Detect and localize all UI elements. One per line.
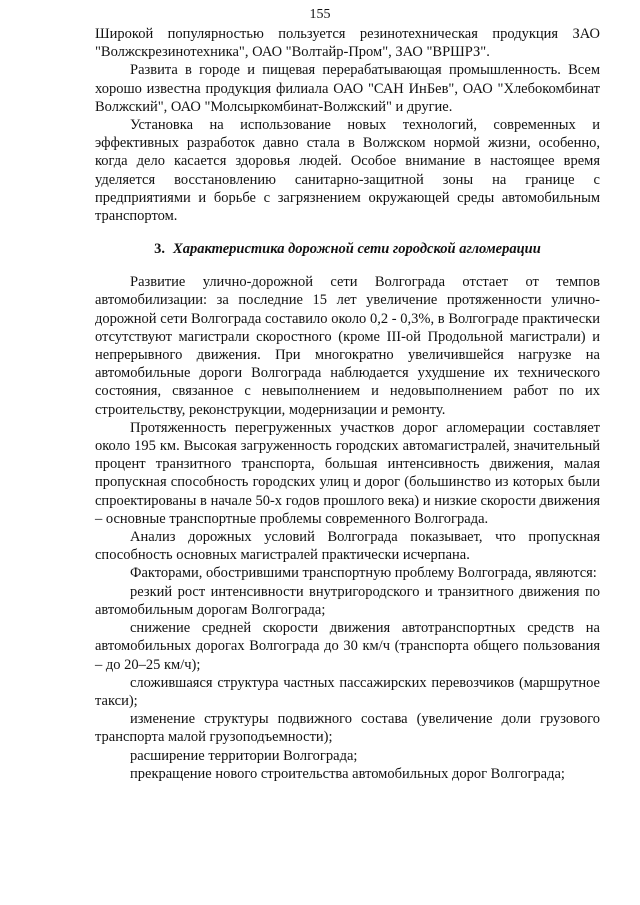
page-number: 155 xyxy=(309,7,331,22)
section-heading xyxy=(95,240,600,258)
list-item-factor: прекращение нового строительства автомобильных дорог Волгограда; xyxy=(130,765,565,782)
paragraph-factors-intro: Факторами, обострившими транспортную проблему Волгограда, являются: xyxy=(130,565,597,582)
paragraph-food-industry: Развита в городе и пищевая перерабатывающая промышленность. Всем хорошо известна продукция филиала ОАО "САН ИнБев", ОАО "Хлебокомбинат Волжский", ОАО "Молсыркомбинат-Волжский" и другие. xyxy=(95,62,600,115)
paragraph-congested-sections: Протяженность перегруженных участков дорог агломерации составляет около 195 км. Высокая загруженность городских автомагистралей, значительный процент транзитного транспорта, большая интенсивность движения, малая пропускная способность городских улиц и дорог (большинство из которых были спроектированы в начале 50-х годов прошлого века) и низкие скорости движения – основные транспортные проблемы современного Волгограда. xyxy=(95,419,600,527)
section-title: Характеристика дорожной сети городской агломерации xyxy=(173,241,541,258)
list-item-factor: снижение средней скорости движения автотранспортных средств на автомобильных дорогах Волгограда до 30 км/ч (транспорта общего пользования – до 20–25 км/ч); xyxy=(95,620,600,673)
paragraph-new-technologies: Установка на использование новых технологий, современных и эффективных разработок давно стала в Волжском нормой жизни, особенно, когда дело касается здоровья людей. Особое внимание в настоящее время уделяется восстановлению санитарно-защитной зоны на границе с предприятиями и борьбе с загрязнением окружающей среды автомобильным транспортом. xyxy=(95,117,600,225)
paragraph-rubber-products: Широкой популярностью пользуется резинотехническая продукция ЗАО "Волжскрезинотехника", ОАО "Волтайр-Пром", ЗАО "ВРШРЗ". xyxy=(95,26,600,61)
paragraph-road-analysis: Анализ дорожных условий Волгограда показывает, что пропускная способность основных магистралей практически исчерпана. xyxy=(95,529,600,564)
page-content xyxy=(95,25,600,783)
section-number: 3. xyxy=(154,241,166,258)
list-item-factor: расширение территории Волгограда; xyxy=(130,747,358,764)
list-item-factor: резкий рост интенсивности внутригородского и транзитного движения по автомобильным дорогам Волгограда; xyxy=(95,583,600,618)
paragraph-road-network-development: Развитие улично-дорожной сети Волгограда отстает от темпов автомобилизации: за последние 15 лет увеличение протяженности улично-дорожной сети Волгограда составило около 0,2 - 0,3%, в Волгограде практически отсутствуют магистрали скоростного (кроме III-ой Продольной магистрали) и непрерывного движения. При многократно увеличившейся нагрузке на автомобильные дороги Волгограда наблюдается ухудшение их технического состояния, связанное с невыполнением и недовыполнением работ по их строительству, реконструкции, модернизации и ремонту. xyxy=(95,274,600,418)
list-item-factor: сложившаяся структура частных пассажирских перевозчиков (маршрутное такси); xyxy=(95,674,600,709)
list-item-factor: изменение структуры подвижного состава (увеличение доли грузового транспорта малой грузоподъемности); xyxy=(95,711,600,746)
